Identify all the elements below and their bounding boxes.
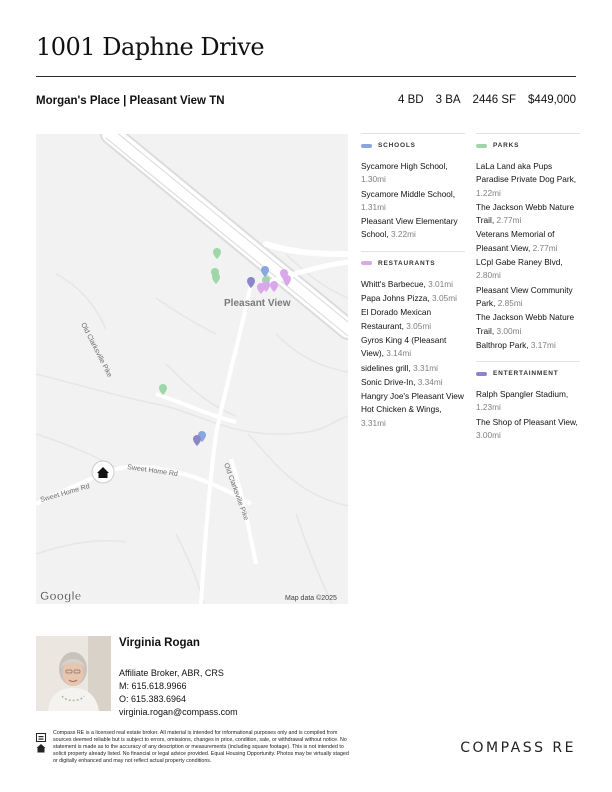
map-road-label: Sweet Home Rd bbox=[126, 464, 179, 479]
neighborhood-map[interactable] bbox=[36, 134, 348, 604]
list-item: Gyros King 4 (Pleasant View), 3.14mi bbox=[361, 334, 447, 359]
park-swatch bbox=[476, 144, 487, 148]
home-marker[interactable] bbox=[92, 461, 114, 483]
list-item: Balthrop Park, 3.17mi bbox=[476, 339, 556, 350]
baths-value: 3 BA bbox=[435, 94, 461, 106]
restaurants-list bbox=[361, 278, 465, 430]
agent-mobile[interactable]: M: 615.618.9966 bbox=[119, 681, 187, 691]
restaurants-header: RESTAURANTS bbox=[361, 251, 465, 270]
local-roads bbox=[36, 284, 256, 604]
list-item: Hangry Joe's Pleasant View Hot Chicken & Wings, 3.31mi bbox=[361, 391, 464, 428]
sqft-value: 2446 SF bbox=[472, 94, 517, 106]
google-logo: Google bbox=[40, 589, 82, 603]
title-divider bbox=[36, 76, 576, 77]
list-item: LCpl Gabe Raney Blvd, 2.80mi bbox=[476, 257, 563, 281]
poi-column-right bbox=[476, 133, 580, 443]
property-stats bbox=[398, 94, 576, 106]
entertainment-list bbox=[476, 388, 580, 442]
list-item: El Dorado Mexican Restaurant, 3.05mi bbox=[361, 307, 432, 331]
agent-email[interactable]: virginia.rogan@compass.com bbox=[119, 707, 238, 717]
list-item: Pleasant View Community Park, 2.85mi bbox=[476, 284, 573, 308]
map-road-label: Old Clarksville Pike bbox=[79, 321, 113, 379]
restaurant-pin[interactable] bbox=[270, 281, 278, 292]
list-item: Sycamore Middle School, 1.31mi bbox=[361, 188, 456, 212]
price-value: $449,000 bbox=[528, 94, 576, 106]
page-title: 1001 Daphne Drive bbox=[36, 33, 265, 61]
list-item: Veterans Memorial of Pleasant View, 2.77mi bbox=[476, 229, 558, 253]
list-item: LaLa Land aka Pups Paradise Private Dog Park, 1.22mi bbox=[476, 161, 577, 198]
legal-disclaimer: Compass RE is a licensed real estate broker. All material is intended for informational purposes only and is compiled from sources deemed reliable but is subject to errors, omissions, changes in price, condition, sale, or withdrawal without notice. No statement is made as to the accuracy of any description or measurements (including square footage). This is not intended to solicit property already listed. No financial or legal advice provided. Equal Housing Opportunity. Photos may be virtually staged or digitally enhanced and may not reflect actual property conditions. bbox=[53, 730, 349, 764]
list-item: sidelines grill, 3.31mi bbox=[361, 362, 439, 373]
restaurant-swatch bbox=[361, 261, 372, 265]
agent-title: Affiliate Broker, ABR, CRS bbox=[119, 668, 224, 678]
entertainment-pin[interactable] bbox=[193, 435, 201, 446]
agent-photo bbox=[36, 636, 111, 711]
list-item: Ralph Spangler Stadium, 1.23mi bbox=[476, 389, 569, 413]
minor-roads bbox=[36, 254, 348, 604]
map-road-label: Sweet Home Rd bbox=[39, 483, 91, 504]
schools-list bbox=[361, 160, 465, 242]
list-item: Sycamore High School, 1.30mi bbox=[361, 161, 448, 185]
park-pin[interactable] bbox=[212, 273, 220, 284]
list-item: The Jackson Webb Nature Trail, 2.77mi bbox=[476, 201, 575, 226]
schools-header: SCHOOLS bbox=[361, 133, 465, 152]
parks-list bbox=[476, 160, 580, 352]
map-road-label: Old Clarksville Pike bbox=[222, 462, 250, 522]
list-item: The Shop of Pleasant View, 3.00mi bbox=[476, 416, 578, 441]
map-town-label: Pleasant View bbox=[224, 298, 291, 309]
entertainment-header: ENTERTAINMENT bbox=[476, 361, 580, 380]
list-item: Pleasant View Elementary School, 3.22mi bbox=[361, 216, 458, 240]
list-item: Papa Johns Pizza, 3.05mi bbox=[361, 293, 457, 304]
beds-value: 4 BD bbox=[398, 94, 424, 106]
compass-logo[interactable]: COMPASS RE bbox=[460, 740, 576, 756]
map-canvas bbox=[36, 134, 348, 604]
agent-name: Virginia Rogan bbox=[119, 637, 200, 649]
list-item: Sonic Drive-In, 3.34mi bbox=[361, 376, 443, 387]
list-item: Whitt's Barbecue, 3.01mi bbox=[361, 278, 453, 289]
parks-header: PARKS bbox=[476, 133, 580, 152]
equal-housing-icon bbox=[36, 733, 47, 753]
map-attribution: Map data ©2025 bbox=[285, 595, 337, 602]
poi-column-left bbox=[361, 133, 465, 431]
entertainment-swatch bbox=[476, 372, 487, 376]
list-item: The Jackson Webb Nature Trail, 3.00mi bbox=[476, 312, 575, 336]
school-swatch bbox=[361, 144, 372, 148]
agent-portrait-image bbox=[36, 636, 111, 711]
agent-office[interactable]: O: 615.383.6964 bbox=[119, 694, 187, 704]
park-pin[interactable] bbox=[213, 248, 221, 259]
entertainment-pin[interactable] bbox=[247, 277, 255, 288]
agent-contact bbox=[119, 667, 238, 719]
neighborhood-label: Morgan's Place | Pleasant View TN bbox=[36, 95, 225, 107]
